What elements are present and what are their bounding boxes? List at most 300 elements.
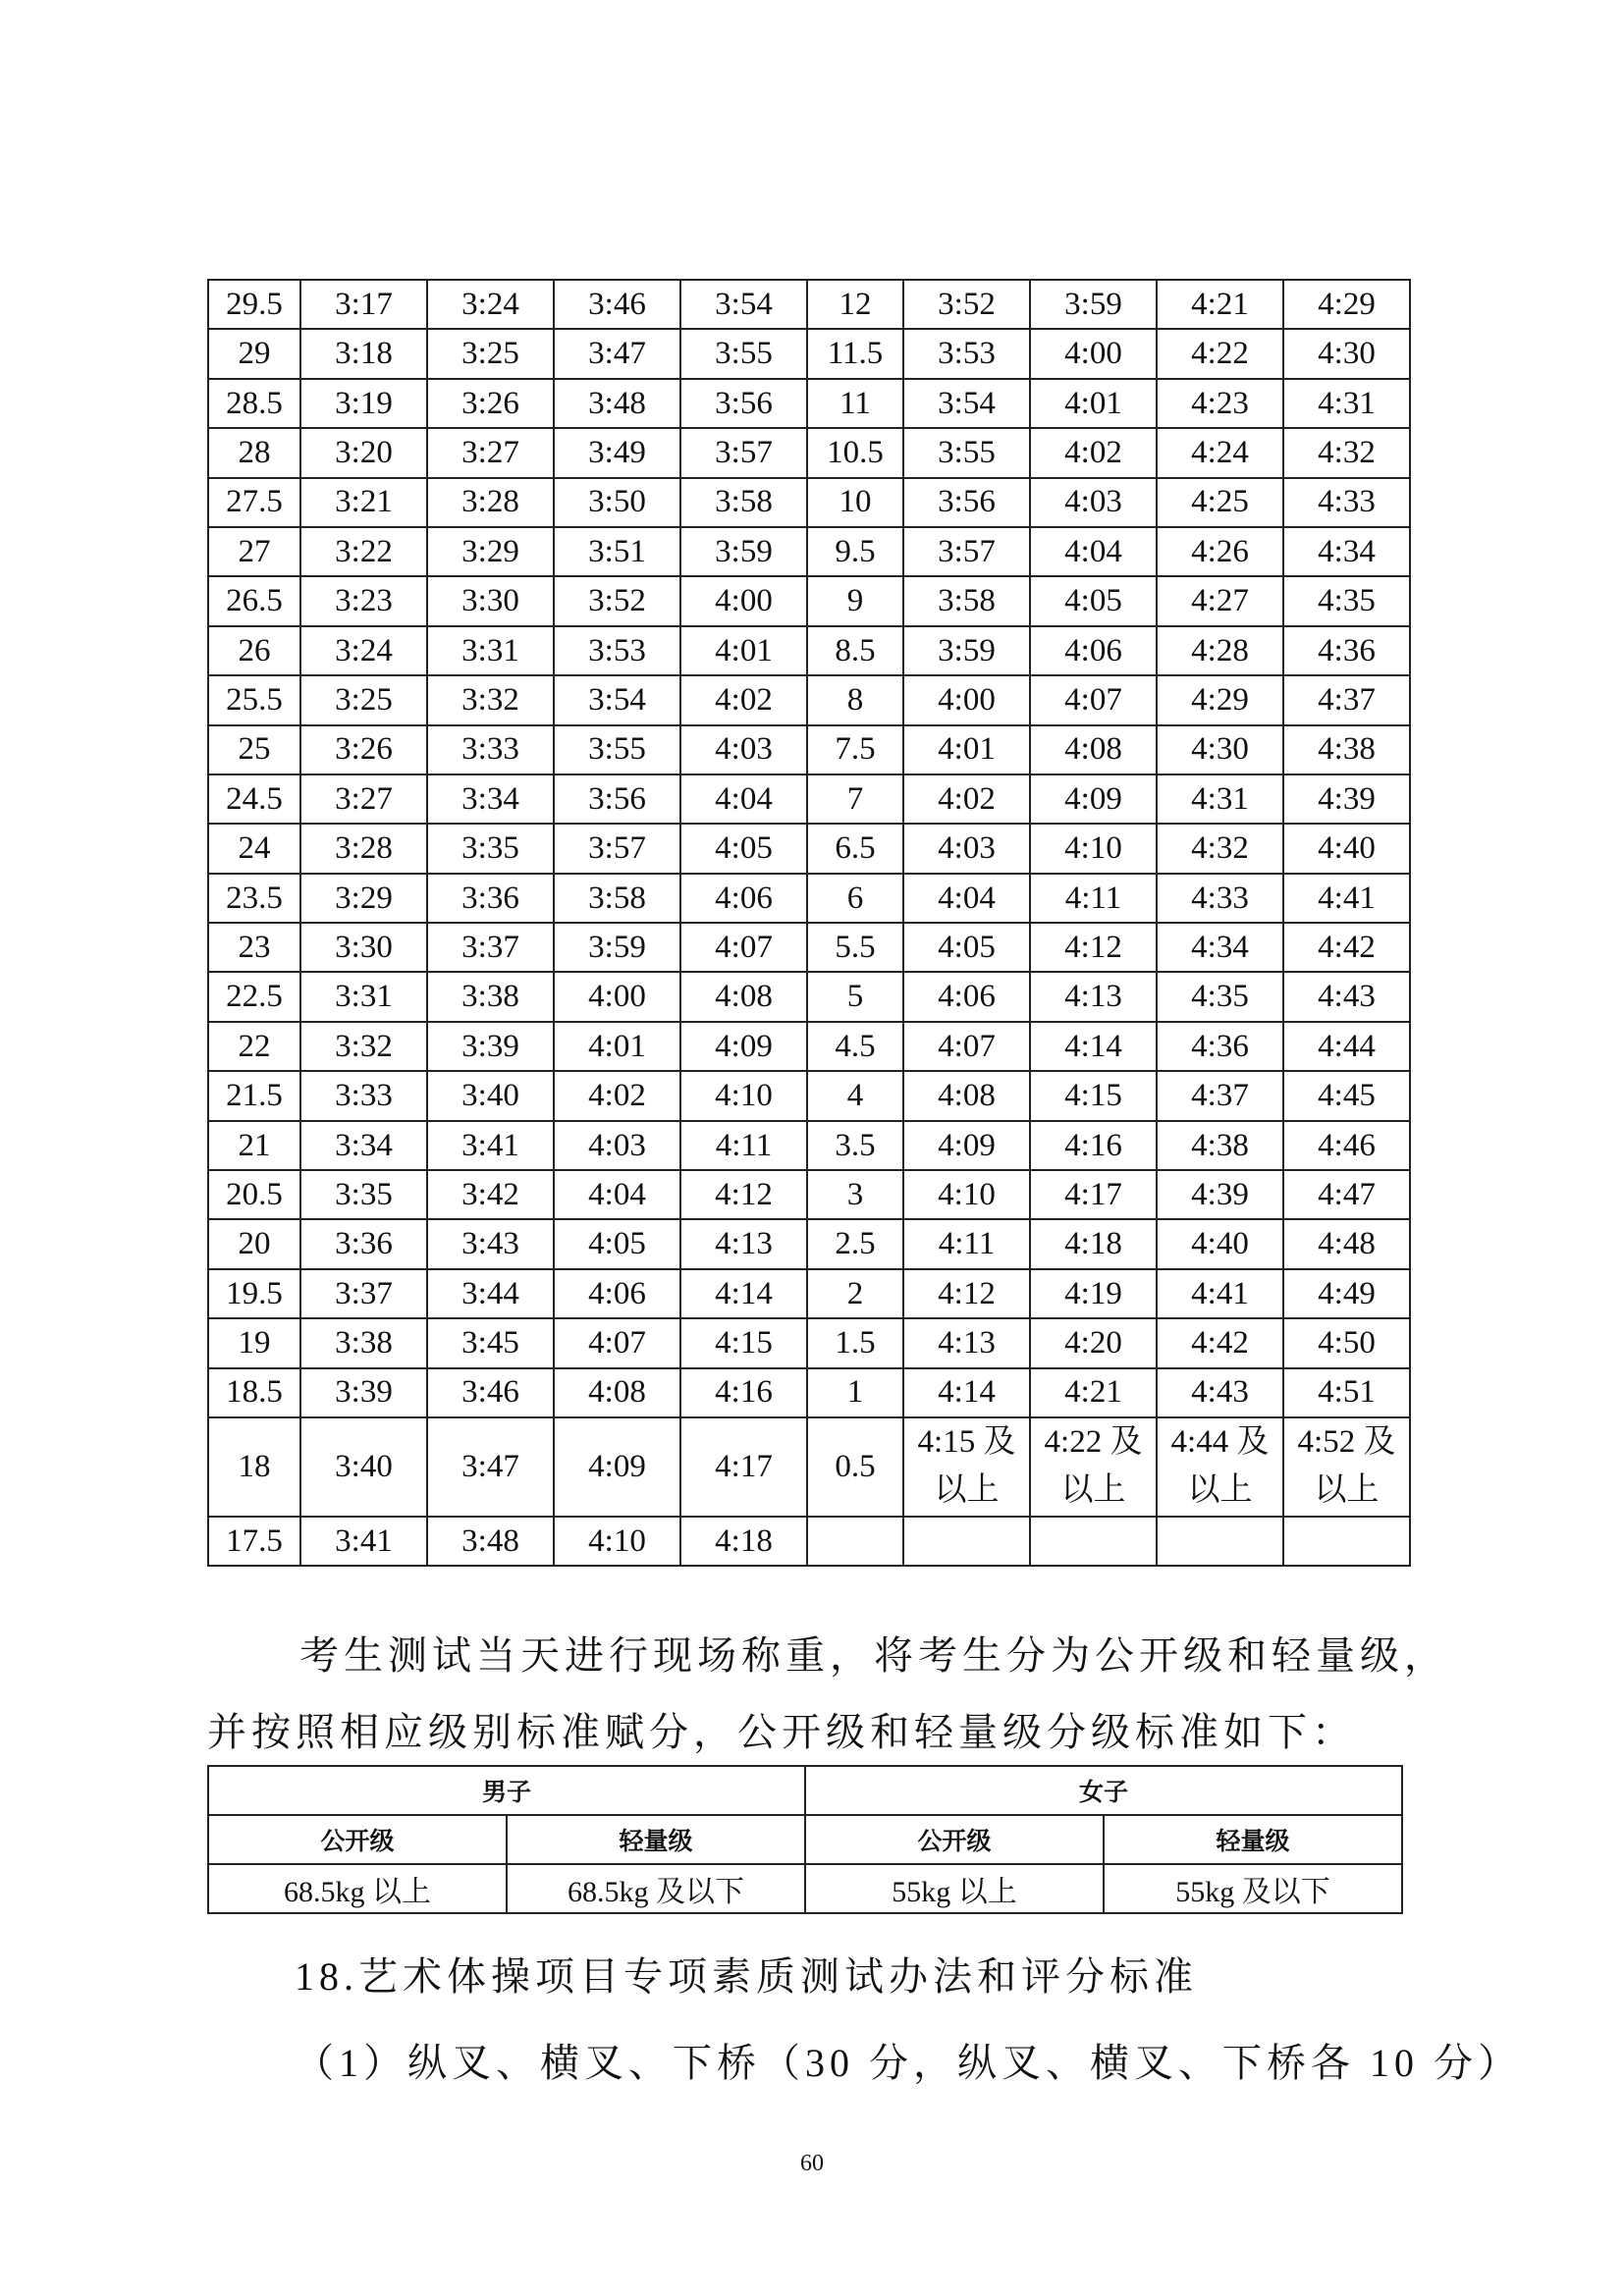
cell-text: 5.5 — [835, 929, 876, 965]
table-cell — [1157, 824, 1283, 873]
table-cell — [554, 725, 680, 774]
table-cell — [208, 1071, 300, 1120]
cell-text: 4:14 — [1064, 1028, 1122, 1064]
cell-text: 4:02 — [938, 780, 996, 817]
table-cell — [300, 675, 427, 724]
cell-text: 4:12 — [1064, 929, 1122, 965]
table-row — [208, 428, 1410, 477]
table-cell — [807, 874, 903, 923]
table-cell — [554, 1269, 680, 1318]
table-cell — [1157, 527, 1283, 576]
cell-text: 3:38 — [335, 1325, 393, 1362]
table-cell — [300, 1368, 427, 1417]
cell-text: 4:52 及以上 — [1297, 1423, 1396, 1509]
table-cell — [208, 1219, 300, 1268]
cell-text: 4:21 — [1064, 1374, 1122, 1411]
table-cell — [1283, 1121, 1410, 1170]
cell-text: 4:00 — [715, 583, 773, 619]
cell-text: 4:00 — [938, 682, 996, 718]
table-cell — [300, 1417, 427, 1517]
table-row — [208, 824, 1410, 873]
cell-text: 28 — [238, 435, 271, 471]
table-cell — [554, 675, 680, 724]
cell-text: 4:34 — [1318, 533, 1376, 569]
cell-text: 4:40 — [1318, 830, 1376, 867]
cell-text: 3:52 — [938, 286, 996, 322]
cell-text: 3:58 — [715, 484, 773, 520]
cell-text: 3:24 — [335, 632, 393, 668]
cell-text: 26 — [238, 632, 271, 668]
table-cell — [903, 1269, 1030, 1318]
cell-text: 4:03 — [588, 1127, 646, 1163]
table-cell — [300, 1121, 427, 1170]
table-cell — [300, 1170, 427, 1219]
table-cell — [680, 824, 807, 873]
table-cell — [903, 428, 1030, 477]
table-cell — [1157, 1170, 1283, 1219]
table-cell — [903, 478, 1030, 527]
table-cell — [1283, 1318, 1410, 1367]
table-cell — [903, 626, 1030, 675]
table-cell — [1157, 280, 1283, 329]
cell-text: 4:30 — [1318, 336, 1376, 372]
cell-text: 4:45 — [1318, 1078, 1376, 1114]
cell-text: 4:33 — [1318, 484, 1376, 520]
cell-text: 3:42 — [461, 1176, 519, 1212]
cell-text: 4:07 — [588, 1325, 646, 1362]
cell-text: 3:40 — [461, 1078, 519, 1114]
table-cell — [1030, 1071, 1157, 1120]
cell-text: 3:36 — [461, 880, 519, 916]
cell-text: 4:30 — [1191, 731, 1249, 768]
cell-text: 4:10 — [938, 1176, 996, 1212]
cell-text: 4:09 — [1064, 780, 1122, 817]
table-cell — [807, 428, 903, 477]
cell-text: 4:22 及以上 — [1044, 1423, 1143, 1509]
cell-text: 3:48 — [461, 1522, 519, 1559]
table-cell — [1157, 1318, 1283, 1367]
table-cell — [807, 1517, 903, 1566]
table-cell — [208, 428, 300, 477]
cell-text: 4:11 — [938, 1226, 996, 1262]
table-cell — [680, 1071, 807, 1120]
cell-text: 5 — [846, 979, 864, 1015]
table-cell — [903, 1417, 1030, 1517]
cell-text: 3:59 — [938, 632, 996, 668]
table-cell — [554, 576, 680, 625]
cell-text: 4:37 — [1318, 682, 1376, 718]
table-cell — [427, 478, 554, 527]
table-row — [208, 725, 1410, 774]
table-cell — [807, 478, 903, 527]
cell-text: 3:45 — [461, 1325, 519, 1362]
table-cell — [427, 1318, 554, 1367]
cell-text: 4:04 — [938, 880, 996, 916]
cell-text: 6.5 — [835, 830, 876, 867]
cell-text: 3:31 — [335, 979, 393, 1015]
cell-text: 4:12 — [938, 1275, 996, 1311]
table-cell — [1283, 675, 1410, 724]
cell-text: 3:46 — [461, 1374, 519, 1411]
cell-text: 3:29 — [335, 880, 393, 916]
cell-text: 3:58 — [588, 880, 646, 916]
table-cell — [903, 675, 1030, 724]
section-title: 18.艺术体操项目专项素质测试办法和评分标准 — [295, 1954, 1198, 1999]
cell-text: 3:59 — [715, 533, 773, 569]
cell-text: 4:07 — [1064, 682, 1122, 718]
table-cell — [807, 576, 903, 625]
cell-text: 4:01 — [715, 632, 773, 668]
cell-text: 3:36 — [335, 1226, 393, 1262]
table-cell — [680, 1417, 807, 1517]
table-row — [208, 1269, 1410, 1318]
table-cell — [807, 1170, 903, 1219]
table-cell — [807, 626, 903, 675]
table-cell — [1283, 1022, 1410, 1071]
table-cell — [1030, 774, 1157, 824]
cell-text: 4:36 — [1191, 1028, 1249, 1064]
table-cell — [807, 824, 903, 873]
table-cell — [1157, 1269, 1283, 1318]
cell-text: 4:39 — [1191, 1176, 1249, 1212]
table-row — [208, 527, 1410, 576]
cell-text: 20.5 — [226, 1176, 283, 1212]
table-cell — [680, 1368, 807, 1417]
table-cell — [1157, 874, 1283, 923]
cell-text: 9.5 — [835, 533, 876, 569]
table-cell — [427, 972, 554, 1021]
female-light-label: 轻量级 — [1104, 1815, 1402, 1864]
table-cell — [1157, 1219, 1283, 1268]
cell-text: 4:43 — [1318, 979, 1376, 1015]
cell-text: 3:35 — [335, 1176, 393, 1212]
cell-text: 19 — [238, 1325, 271, 1362]
cell-text: 4:33 — [1191, 880, 1249, 916]
cell-text: 4:48 — [1318, 1226, 1376, 1262]
table-cell — [680, 527, 807, 576]
table-cell — [680, 1170, 807, 1219]
cell-text: 4:13 — [715, 1226, 773, 1262]
table-row — [208, 923, 1410, 972]
cell-text: 24.5 — [226, 780, 283, 817]
table-cell — [1030, 1219, 1157, 1268]
table-cell — [208, 725, 300, 774]
cell-text: 9 — [846, 583, 864, 619]
table-cell — [1157, 774, 1283, 824]
cell-text: 4:36 — [1318, 632, 1376, 668]
cell-text: 3:37 — [335, 1275, 393, 1311]
cell-text: 4:50 — [1318, 1325, 1376, 1362]
table-cell — [554, 478, 680, 527]
cell-text: 4:04 — [588, 1176, 646, 1212]
cell-text: 3:24 — [461, 286, 519, 322]
cell-text: 27 — [238, 533, 271, 569]
table-row — [208, 626, 1410, 675]
cell-text: 4:29 — [1191, 682, 1249, 718]
table-cell — [903, 923, 1030, 972]
female-light-value: 55kg 及以下 — [1104, 1864, 1402, 1913]
sub-item-heading: （1）纵叉、横叉、下桥（30 分，纵叉、横叉、下桥各 10 分） — [295, 2041, 1522, 2085]
cell-text: 4:05 — [588, 1226, 646, 1262]
table-row — [208, 379, 1410, 428]
table-cell — [554, 774, 680, 824]
cell-text: 27.5 — [226, 484, 283, 520]
cell-text: 4:32 — [1191, 830, 1249, 867]
cell-text: 4:21 — [1191, 286, 1249, 322]
table-cell — [208, 824, 300, 873]
table-cell — [903, 1318, 1030, 1367]
cell-text: 24 — [238, 830, 271, 867]
cell-text: 3:51 — [588, 533, 646, 569]
cell-text: 3:37 — [461, 929, 519, 965]
paragraph-grading: 并按照相应级别标准赋分，公开级和轻量级分级标准如下： — [207, 1710, 1356, 1754]
cell-text: 4:49 — [1318, 1275, 1376, 1311]
cell-text: 18.5 — [226, 1374, 283, 1411]
table-cell — [300, 1517, 427, 1566]
cell-text: 4:34 — [1191, 929, 1249, 965]
cell-text: 0.5 — [835, 1449, 876, 1485]
cell-text: 3:39 — [335, 1374, 393, 1411]
cell-text: 4:23 — [1191, 385, 1249, 421]
table-row — [208, 1318, 1410, 1367]
table-cell — [554, 1170, 680, 1219]
cell-text: 4:03 — [938, 830, 996, 867]
table-row — [208, 774, 1410, 824]
paragraph-weigh-in: 考生测试当天进行现场称重，将考生分为公开级和轻量级， — [299, 1633, 1448, 1678]
cell-text: 21.5 — [226, 1078, 283, 1114]
cell-text: 4:03 — [1064, 484, 1122, 520]
cell-text: 4:01 — [1064, 385, 1122, 421]
table-cell — [208, 478, 300, 527]
cell-text: 3:38 — [461, 979, 519, 1015]
table-cell — [554, 280, 680, 329]
table-row — [208, 874, 1410, 923]
table-cell — [300, 329, 427, 378]
cell-text: 4:08 — [938, 1078, 996, 1114]
table-cell — [427, 1022, 554, 1071]
table-cell — [1157, 923, 1283, 972]
table-cell — [300, 478, 427, 527]
cell-text: 4:13 — [1064, 979, 1122, 1015]
table-cell — [300, 527, 427, 576]
table-cell — [300, 1219, 427, 1268]
cell-text: 11 — [839, 385, 871, 421]
table-cell — [1030, 1318, 1157, 1367]
table-cell — [1157, 1368, 1283, 1417]
table-cell — [680, 329, 807, 378]
table-cell — [807, 1219, 903, 1268]
cell-text: 4:41 — [1191, 1275, 1249, 1311]
table-cell — [807, 1121, 903, 1170]
cell-text: 7 — [846, 780, 864, 817]
table-cell — [1030, 329, 1157, 378]
cell-text: 4:10 — [1064, 830, 1122, 867]
cell-text: 3:20 — [335, 435, 393, 471]
table-cell — [903, 576, 1030, 625]
table-cell — [903, 1022, 1030, 1071]
table-cell — [1030, 428, 1157, 477]
cell-text: 11.5 — [827, 336, 884, 372]
cell-text: 3:55 — [588, 731, 646, 768]
table-cell — [807, 1368, 903, 1417]
cell-text: 4:06 — [588, 1275, 646, 1311]
cell-text: 4:26 — [1191, 533, 1249, 569]
cell-text: 3:32 — [461, 682, 519, 718]
cell-text: 4:05 — [938, 929, 996, 965]
cell-text: 4:08 — [715, 979, 773, 1015]
cell-text: 4:10 — [715, 1078, 773, 1114]
table-cell — [208, 972, 300, 1021]
table-cell — [1157, 428, 1283, 477]
cell-text: 4:24 — [1191, 435, 1249, 471]
table-cell — [1283, 1417, 1410, 1517]
table-cell — [1157, 1417, 1283, 1517]
cell-text: 3:31 — [461, 632, 519, 668]
cell-text: 4:20 — [1064, 1325, 1122, 1362]
table-cell — [1030, 923, 1157, 972]
table-cell — [554, 972, 680, 1021]
cell-text: 2 — [846, 1275, 864, 1311]
table-cell — [1030, 280, 1157, 329]
table-cell — [903, 725, 1030, 774]
table-row — [208, 972, 1410, 1021]
table-cell — [208, 1517, 300, 1566]
cell-text: 4:44 — [1318, 1028, 1376, 1064]
cell-text: 3:41 — [335, 1522, 393, 1559]
cell-text: 3:28 — [461, 484, 519, 520]
table-cell — [554, 923, 680, 972]
table-cell — [903, 824, 1030, 873]
table-cell — [1283, 626, 1410, 675]
table-cell — [300, 1071, 427, 1120]
table-cell — [1283, 725, 1410, 774]
cell-text: 3:54 — [938, 385, 996, 421]
cell-text: 22 — [238, 1028, 271, 1064]
cell-text: 8 — [846, 682, 864, 718]
table-cell — [554, 1121, 680, 1170]
cell-text: 3:30 — [335, 929, 393, 965]
table-cell — [1157, 972, 1283, 1021]
table-cell — [1283, 576, 1410, 625]
table-row — [208, 1368, 1410, 1417]
cell-text: 1 — [846, 1374, 864, 1411]
cell-text: 3:17 — [335, 286, 393, 322]
table-cell — [807, 1269, 903, 1318]
cell-text: 22.5 — [226, 979, 283, 1015]
cell-text: 4:35 — [1191, 979, 1249, 1015]
cell-text: 4:42 — [1318, 929, 1376, 965]
cell-text: 4:12 — [715, 1176, 773, 1212]
table-cell — [680, 1219, 807, 1268]
cell-text: 3:18 — [335, 336, 393, 372]
table-row — [208, 1864, 1402, 1913]
cell-text: 4:17 — [1064, 1176, 1122, 1212]
table-cell — [208, 675, 300, 724]
table-cell — [680, 1517, 807, 1566]
table-cell — [1283, 379, 1410, 428]
table-cell — [427, 1269, 554, 1318]
table-cell — [1157, 1121, 1283, 1170]
cell-text: 4:08 — [1064, 731, 1122, 768]
table-cell — [300, 1269, 427, 1318]
table-cell — [1030, 527, 1157, 576]
cell-text: 4:04 — [715, 780, 773, 817]
cell-text: 4:06 — [938, 979, 996, 1015]
table-row — [208, 576, 1410, 625]
table-cell — [427, 626, 554, 675]
table-cell — [427, 874, 554, 923]
cell-text: 4:09 — [938, 1127, 996, 1163]
table-cell — [1157, 675, 1283, 724]
cell-text: 3:26 — [335, 731, 393, 768]
table-cell — [554, 1318, 680, 1367]
cell-text: 1.5 — [835, 1325, 876, 1362]
cell-text: 4:42 — [1191, 1325, 1249, 1362]
table-cell — [300, 1022, 427, 1071]
table-cell — [554, 379, 680, 428]
cell-text: 4:35 — [1318, 583, 1376, 619]
table-cell — [680, 428, 807, 477]
table-row — [208, 1219, 1410, 1268]
table-cell — [680, 874, 807, 923]
cell-text: 3:56 — [938, 484, 996, 520]
cell-text: 3:44 — [461, 1275, 519, 1311]
cell-text: 3:52 — [588, 583, 646, 619]
cell-text: 4:51 — [1318, 1374, 1376, 1411]
cell-text: 4 — [846, 1078, 864, 1114]
table-cell — [554, 1517, 680, 1566]
table-cell — [208, 329, 300, 378]
table-cell — [903, 527, 1030, 576]
table-cell — [427, 1417, 554, 1517]
table-cell — [554, 626, 680, 675]
cell-text: 2.5 — [835, 1226, 876, 1262]
cell-text: 17.5 — [226, 1522, 283, 1559]
cell-text: 3:55 — [715, 336, 773, 372]
table-cell — [807, 329, 903, 378]
table-cell — [1030, 1170, 1157, 1219]
cell-text: 4:14 — [715, 1275, 773, 1311]
cell-text: 4:11 — [715, 1127, 773, 1163]
cell-text: 3:33 — [335, 1078, 393, 1114]
table-cell — [554, 874, 680, 923]
cell-text: 4:18 — [1064, 1226, 1122, 1262]
cell-text: 3:43 — [461, 1226, 519, 1262]
table-row — [208, 1121, 1410, 1170]
table-cell — [1030, 626, 1157, 675]
cell-text: 4:47 — [1318, 1176, 1376, 1212]
table-cell — [807, 675, 903, 724]
table-cell — [208, 1368, 300, 1417]
cell-text: 4:04 — [1064, 533, 1122, 569]
cell-text: 4:13 — [938, 1325, 996, 1362]
cell-text: 4:00 — [588, 979, 646, 1015]
table-cell — [1157, 1022, 1283, 1071]
table-cell — [427, 725, 554, 774]
cell-text: 4:05 — [715, 830, 773, 867]
table-cell — [680, 972, 807, 1021]
table-cell — [427, 675, 554, 724]
cell-text: 3:47 — [461, 1449, 519, 1485]
table-row — [208, 1071, 1410, 1120]
cell-text: 4:46 — [1318, 1127, 1376, 1163]
table-cell — [1283, 1219, 1410, 1268]
table-cell — [903, 1071, 1030, 1120]
table-cell — [208, 576, 300, 625]
table-cell — [1030, 874, 1157, 923]
cell-text: 4:05 — [1064, 583, 1122, 619]
cell-text: 3:59 — [588, 929, 646, 965]
